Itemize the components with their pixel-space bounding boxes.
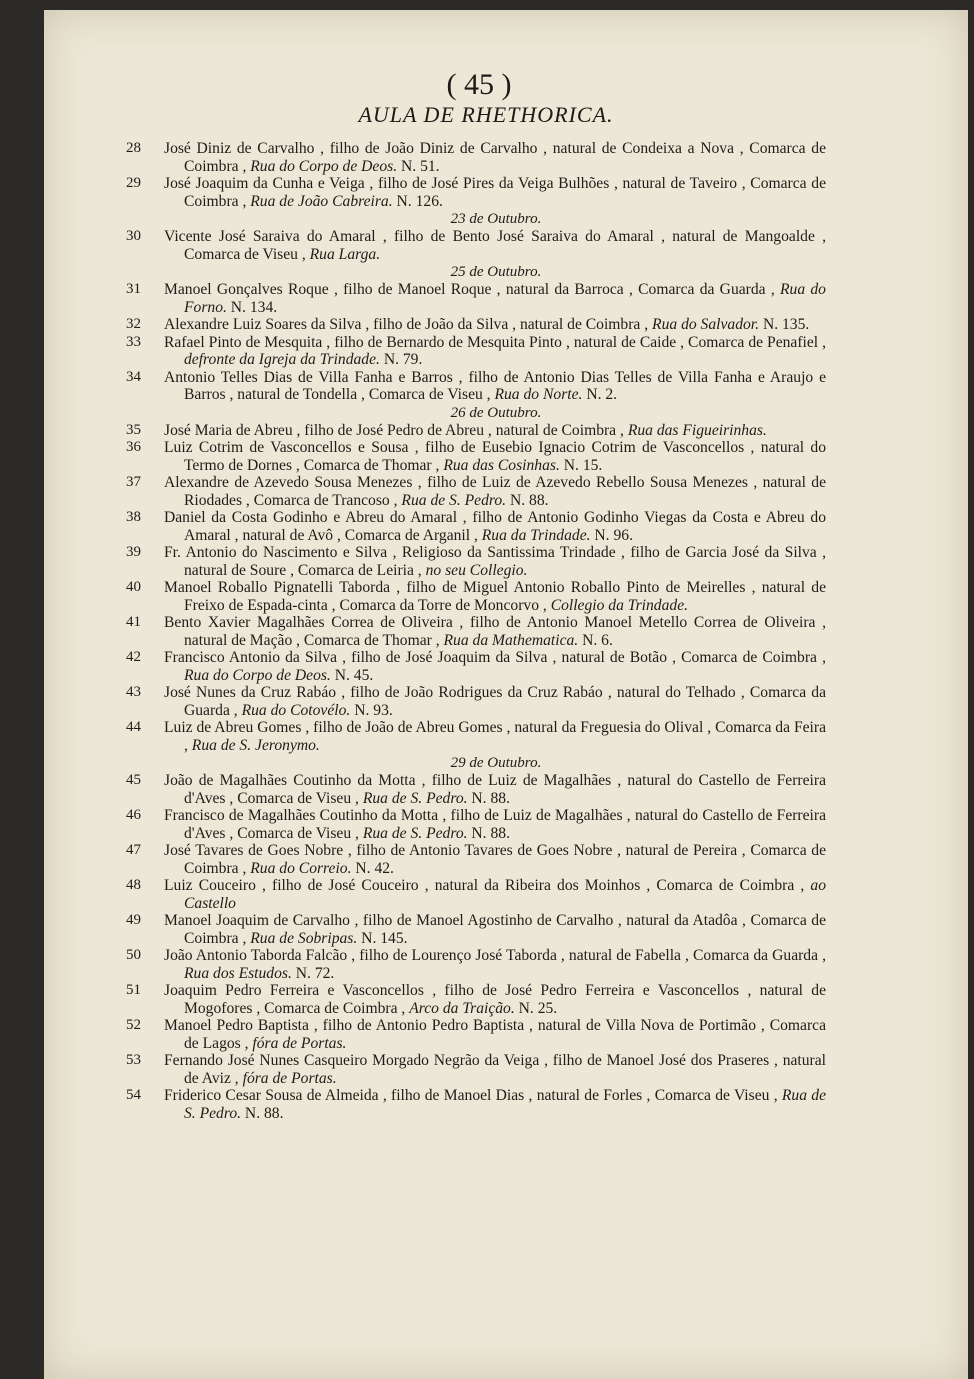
entry-address: Rua de S. Jeronymo.: [191, 736, 320, 754]
entry-address: Rua de S. Pedro.: [362, 789, 468, 807]
entry-text: [164, 439, 826, 474]
entry-address: Rua do Correio.: [250, 859, 352, 877]
entry-description: Fernando José Nunes Casqueiro Morgado Negrão da Veiga , filho de Manoel José dos Praseres , natural de Aviz ,: [164, 1052, 826, 1087]
entry-address: Rua do Corpo de Deos.: [250, 157, 398, 175]
entry-list: [126, 140, 826, 1122]
entry-text: [164, 579, 826, 614]
entry-number: 44: [126, 719, 141, 735]
entry-address: Rua da Trindade.: [481, 526, 591, 544]
document-page: [44, 10, 968, 1379]
entry-house-number: N. 88.: [506, 491, 549, 509]
entry-number: 45: [126, 772, 141, 788]
entry-text: [164, 684, 826, 719]
entry-house-number: N. 134.: [226, 298, 278, 316]
list-item: [126, 684, 826, 719]
entry-description: Daniel da Costa Godinho e Abreu do Amaral , filho de Antonio Godinho Viegas da Costa e Abreu do Amaral , natural de Avô , Comarca de Arganil ,: [164, 509, 826, 544]
list-item: [126, 982, 826, 1017]
list-item: [126, 1087, 826, 1122]
entry-text: [164, 228, 826, 263]
entry-address: Rua de Sobripas.: [250, 929, 358, 947]
entry-address: Rua da Mathematica.: [443, 631, 579, 649]
entry-address: Collegio da Trindade.: [550, 596, 689, 614]
entry-text: [164, 614, 826, 649]
entry-description: Vicente José Saraiva do Amaral , filho de Bento José Saraiva do Amaral , natural de Mangoalde , Comarca de Viseu ,: [164, 228, 826, 263]
list-item: [126, 947, 826, 982]
entry-house-number: N. 6.: [578, 631, 613, 649]
entry-number: 49: [126, 912, 141, 928]
entry-address: Rua das Figueirinhas.: [627, 421, 767, 439]
entry-address: Rua dos Estudos.: [184, 964, 292, 982]
entry-number: 48: [126, 877, 141, 893]
entry-number: 33: [126, 333, 141, 350]
entry-number: 52: [126, 1017, 141, 1033]
list-item: [126, 649, 826, 684]
entry-house-number: N. 45.: [330, 666, 374, 684]
entry-house-number: N. 126.: [392, 192, 443, 210]
entry-address: no seu Collegio.: [425, 561, 528, 579]
entry-address: defronte da Igreja da Trindade.: [184, 351, 380, 368]
entry-description: José Nunes da Cruz Rabáo , filho de João Rodrigues da Cruz Rabáo , natural do Telhado , Comarca da Guarda ,: [164, 684, 826, 719]
entry-description: Luiz de Abreu Gomes , filho de João de Abreu Gomes , natural da Freguesia do Olival , Comarca da Feira ,: [164, 719, 826, 754]
entry-address: fóra de Portas.: [252, 1034, 347, 1052]
list-item: [126, 579, 826, 614]
entry-number: 41: [126, 614, 141, 630]
entry-text: [164, 807, 826, 842]
entry-description: Bento Xavier Magalhães Correa de Oliveira , filho de Antonio Manoel Metello Correa de Oliveira , natural de Mação , Comarca de Thomar ,: [164, 614, 826, 649]
entry-number: 51: [126, 982, 141, 998]
list-item: [126, 369, 826, 404]
entry-house-number: N. 145.: [357, 929, 408, 947]
entry-description: Friderico Cesar Sousa de Almeida , filho de Manoel Dias , natural de Forles , Comarca de Viseu ,: [164, 1087, 782, 1104]
entry-text: [164, 509, 826, 544]
list-item: [126, 614, 826, 649]
entry-house-number: N. 88.: [467, 789, 510, 807]
entry-text: [164, 842, 826, 877]
entry-text: [164, 140, 826, 175]
list-item: [126, 175, 826, 210]
entry-number: 30: [126, 228, 141, 244]
entry-number: 35: [126, 421, 141, 438]
list-item: [126, 1017, 826, 1052]
entry-number: 47: [126, 842, 141, 858]
entry-number: 29: [126, 175, 141, 191]
entry-address: Rua de S. Pedro.: [362, 824, 468, 842]
entry-text: [164, 719, 826, 754]
list-item: [126, 772, 826, 807]
date-heading: 25 de Outubro.: [450, 264, 542, 280]
date-heading: 26 de Outubro.: [450, 404, 542, 421]
list-item: [126, 228, 826, 263]
entry-house-number: N. 72.: [291, 964, 335, 982]
entry-text: [164, 316, 826, 334]
entry-description: Francisco Antonio da Silva , filho de José Joaquim da Silva , natural de Botão , Comarca de Coimbra ,: [164, 649, 826, 666]
list-item: [126, 439, 826, 474]
list-item: [126, 807, 826, 842]
list-item: [126, 719, 826, 754]
entry-house-number: N. 93.: [350, 701, 393, 719]
entry-house-number: N. 2.: [582, 386, 618, 403]
entry-text: [164, 369, 826, 404]
entry-address: Arco da Traição.: [409, 999, 515, 1017]
entry-number: 54: [126, 1087, 141, 1103]
entry-text: [164, 772, 826, 807]
entry-address: Rua Larga.: [309, 245, 381, 263]
entry-address: fóra de Portas.: [242, 1069, 337, 1087]
entry-address: Rua do Norte.: [494, 386, 583, 403]
entry-address: Rua de S. Pedro.: [184, 1087, 826, 1122]
date-heading: 29 de Outubro.: [450, 755, 542, 771]
entry-address: Rua do Forno.: [184, 281, 826, 316]
list-item: [126, 842, 826, 877]
entry-number: 50: [126, 947, 141, 963]
entry-text: [164, 544, 826, 579]
list-item: [126, 877, 826, 912]
entry-description: Alexandre de Azevedo Sousa Menezes , filho de Luiz de Azevedo Rebello Sousa Menezes , natural de Riodades , Comarca de Trancoso ,: [164, 474, 826, 509]
entry-number: 36: [126, 439, 141, 455]
entry-description: Luiz Cotrim de Vasconcellos e Sousa , filho de Eusebio Ignacio Cotrim de Vasconcellos , natural do Termo de Dornes , Comarca de Thomar ,: [164, 439, 826, 474]
list-item: [126, 544, 826, 579]
entry-address: Rua do Cotovélo.: [241, 701, 351, 719]
entry-description: José Maria de Abreu , filho de José Pedro de Abreu , natural de Coimbra ,: [164, 421, 628, 439]
entry-description: João de Magalhães Coutinho da Motta , filho de Luiz de Magalhães , natural do Castello de Ferreira d'Aves , Comarca de Viseu ,: [164, 772, 826, 807]
entry-description: Francisco de Magalhães Coutinho da Motta , filho de Luiz de Magalhães , natural do Castello de Ferreira d'Aves , Comarca de Viseu ,: [164, 807, 826, 842]
entry-text: [164, 175, 826, 210]
entry-text: [164, 1052, 826, 1087]
list-item: [126, 509, 826, 544]
entry-description: Luiz Couceiro , filho de José Couceiro , natural da Ribeira dos Moinhos , Comarca de Coimbra ,: [164, 877, 811, 894]
entry-address: Rua das Cosinhas.: [443, 456, 560, 474]
entry-text: [164, 1087, 826, 1122]
entry-number: 32: [126, 316, 141, 332]
entry-house-number: N. 15.: [559, 456, 603, 474]
entry-description: Rafael Pinto de Mesquita , filho de Bernardo de Mesquita Pinto , natural de Caide , Comarca de Penafiel ,: [164, 333, 826, 351]
list-item: [126, 316, 826, 334]
entry-number: 28: [126, 140, 141, 156]
entry-address: Rua de S. Pedro.: [401, 491, 507, 509]
list-item: [126, 140, 826, 175]
entry-house-number: N. 42.: [351, 859, 394, 877]
list-item: [126, 281, 826, 316]
entry-address: Rua do Corpo de Deos.: [184, 666, 331, 684]
entry-description: Joaquim Pedro Ferreira e Vasconcellos , filho de José Pedro Ferreira e Vasconcellos , natural de Mogofores , Comarca de Coimbra ,: [164, 982, 826, 1017]
date-heading: 23 de Outubro.: [450, 211, 542, 227]
entry-number: 43: [126, 684, 141, 700]
entry-text: [164, 912, 826, 947]
entry-text: [164, 877, 826, 912]
entry-number: 42: [126, 649, 141, 665]
entry-description: Antonio Telles Dias de Villa Fanha e Barros , filho de Antonio Dias Telles de Villa Fanha e Araujo e Barros , natural de Tondella , Comarca de Viseu ,: [164, 368, 826, 403]
entry-text: [164, 1017, 826, 1052]
list-item: [126, 334, 826, 369]
entry-house-number: N. 88.: [241, 1104, 284, 1122]
entry-text: [164, 334, 826, 369]
entry-number: 40: [126, 579, 141, 595]
entry-address: Rua de João Cabreira.: [250, 192, 393, 210]
entry-address: ao Castello: [184, 877, 826, 912]
entry-description: Fr. Antonio do Nascimento e Silva , Religioso da Santissima Trindade , filho de Garcia José da Silva , natural de Soure , Comarca de Leiria ,: [164, 544, 826, 579]
entry-text: [164, 947, 826, 982]
entry-text: [164, 649, 826, 684]
entry-description: José Diniz de Carvalho , filho de João Diniz de Carvalho , natural de Condeixa a Nova , Comarca de Coimbra ,: [164, 140, 826, 175]
entry-description: Manoel Roballo Pignatelli Taborda , filho de Miguel Antonio Roballo Pinto de Meirelles , natural de Freixo de Espada-cinta , Comarca da Torre de Moncorvo ,: [164, 579, 826, 614]
entry-house-number: N. 51.: [397, 157, 440, 175]
entry-text: [164, 281, 826, 316]
entry-text: [164, 474, 826, 509]
list-item: [126, 422, 826, 440]
list-item: [126, 912, 826, 947]
entry-address: Rua do Salvador.: [652, 316, 760, 333]
entry-description: Manoel Pedro Baptista , filho de Antonio Pedro Baptista , natural de Villa Nova de Portimão , Comarca de Lagos ,: [164, 1017, 826, 1052]
entry-description: José Joaquim da Cunha e Veiga , filho de José Pires da Veiga Bulhões , natural de Taveiro , Comarca de Coimbra ,: [164, 175, 826, 210]
list-item: [126, 1052, 826, 1087]
page-heading: AULA DE RHETHORICA.: [358, 102, 614, 127]
entry-number: 37: [126, 474, 141, 490]
entry-house-number: N. 135.: [759, 316, 810, 333]
entry-description: José Tavares de Goes Nobre , filho de Antonio Tavares de Goes Nobre , natural de Pereira , Comarca de Coimbra ,: [164, 842, 826, 877]
entry-description: Manoel Gonçalves Roque , filho de Manoel Roque , natural da Barroca , Comarca da Guarda ,: [164, 281, 780, 298]
entry-house-number: N. 79.: [379, 351, 423, 368]
list-item: [126, 474, 826, 509]
entry-number: 38: [126, 509, 141, 525]
entry-number: 31: [126, 281, 141, 297]
entry-house-number: N. 25.: [514, 999, 558, 1017]
entry-house-number: N. 88.: [467, 824, 510, 842]
entry-number: 53: [126, 1052, 141, 1068]
entry-description: João Antonio Taborda Falcão , filho de Lourenço José Taborda , natural de Fabella , Comarca da Guarda ,: [164, 947, 826, 964]
entry-text: [164, 422, 826, 440]
entry-number: 34: [126, 368, 141, 385]
page-number: ( 45 ): [446, 68, 512, 101]
entry-text: [164, 982, 826, 1017]
entry-house-number: N. 96.: [590, 526, 633, 544]
entry-number: 46: [126, 807, 141, 823]
entry-description: Alexandre Luiz Soares da Silva , filho de João da Silva , natural de Coimbra ,: [164, 316, 653, 333]
entry-description: Manoel Joaquim de Carvalho , filho de Manoel Agostinho de Carvalho , natural da Atadôa , Comarca de Coimbra ,: [164, 912, 826, 947]
entry-number: 39: [126, 544, 141, 560]
